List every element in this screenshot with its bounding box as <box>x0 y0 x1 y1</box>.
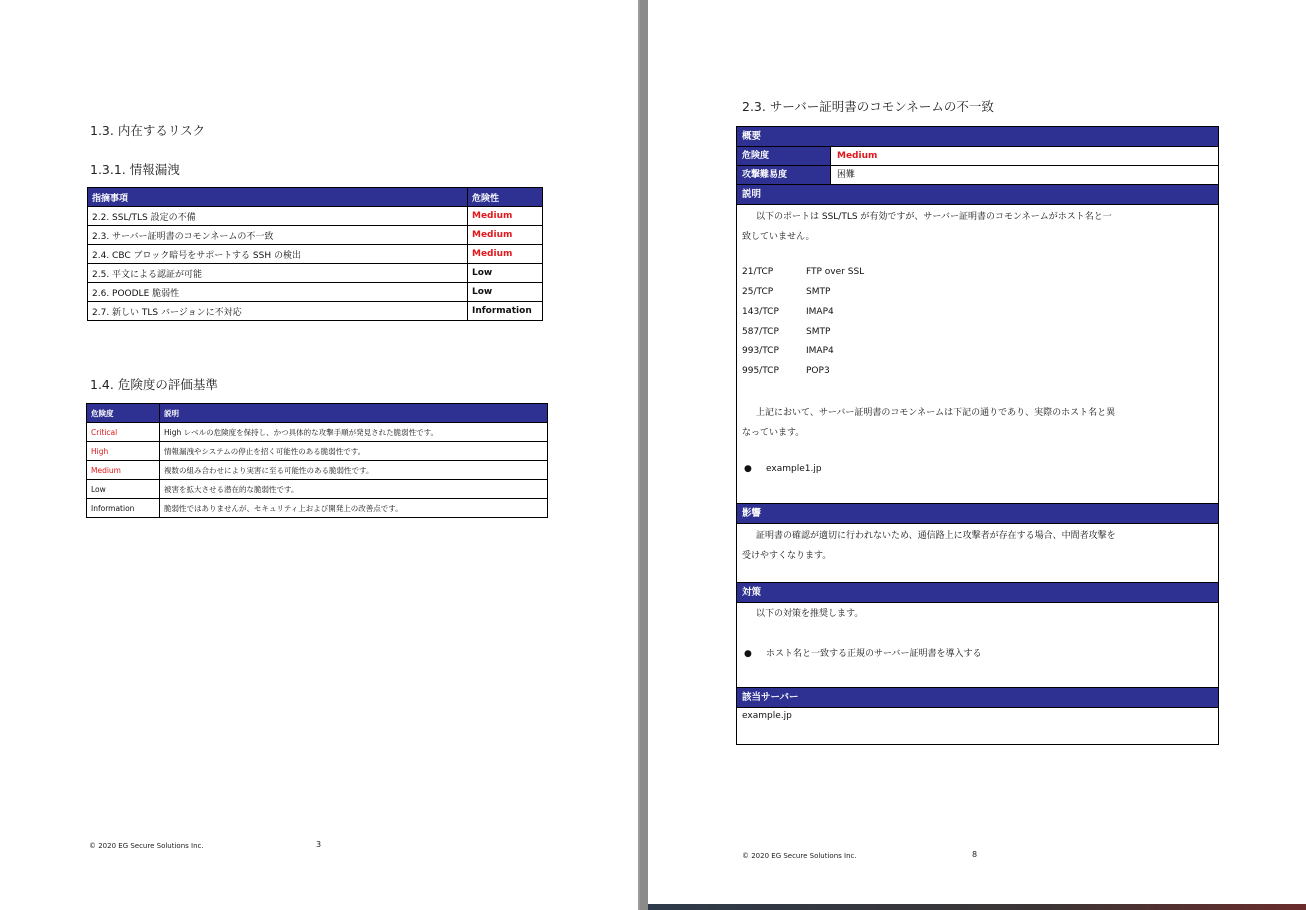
countermeasure-item: ホスト名と一致する正規のサーバー証明書を導入する <box>766 649 982 659</box>
countermeasure-header: 対策 <box>737 583 1218 603</box>
description-text: 上記において、サーバー証明書のコモンネームは下記の通りであり、実際のホスト名と異 <box>756 408 1116 418</box>
finding-item: 2.7. 新しい TLS バージョンに不対応 <box>88 302 468 321</box>
finding-level: Medium <box>468 226 543 245</box>
port-service: IMAP4 <box>806 307 834 317</box>
finding-level: Medium <box>468 207 543 226</box>
finding-level: Low <box>468 264 543 283</box>
bullet-icon: ● <box>744 649 752 659</box>
finding-item: 2.5. 平文による認証が可能 <box>88 264 468 283</box>
table-row <box>88 302 543 321</box>
common-name: example1.jp <box>766 464 822 474</box>
difficulty-value: 困難 <box>837 170 856 180</box>
column-header: 危険性 <box>468 188 543 207</box>
criteria-description: 被害を拡大させる潜在的な脆弱性です。 <box>160 480 548 499</box>
footer-copyright: © 2020 EG Secure Solutions Inc. <box>89 842 204 850</box>
table-row <box>88 207 543 226</box>
table-row <box>87 499 548 518</box>
page-number: 8 <box>972 850 978 859</box>
port-service: POP3 <box>806 366 830 376</box>
server-header: 該当サーバー <box>737 688 1218 708</box>
criteria-level: Low <box>87 480 160 499</box>
criteria-description: 脆弱性ではありませんが、セキュリティ上および開発上の改善点です。 <box>160 499 548 518</box>
impact-text: 証明書の確認が適切に行われないため、通信路上に攻撃者が存在する場合、中間者攻撃を <box>756 531 1116 541</box>
column-header: 説明 <box>160 404 548 423</box>
risk-row <box>737 147 1218 166</box>
section-title: 1.3. 内在するリスク <box>90 123 206 138</box>
port-number: 993/TCP <box>742 346 779 356</box>
impact-header: 影響 <box>737 504 1218 524</box>
port-service: SMTP <box>806 327 831 337</box>
port-number: 143/TCP <box>742 307 779 317</box>
table-row <box>88 226 543 245</box>
criteria-description: High レベルの危険度を保持し、かつ具体的な攻撃手順が発見された脆弱性です。 <box>160 423 548 442</box>
impact-text: 受けやすくなります。 <box>742 551 832 561</box>
finding-item: 2.3. サーバー証明書のコモンネームの不一致 <box>88 226 468 245</box>
bullet-icon: ● <box>744 464 752 474</box>
table-row <box>87 461 548 480</box>
server-body <box>737 708 1218 745</box>
table-header-row <box>88 188 543 207</box>
port-service: SMTP <box>806 287 831 297</box>
table-row <box>87 423 548 442</box>
difficulty-row <box>737 166 1218 185</box>
port-service: IMAP4 <box>806 346 834 356</box>
finding-title: 2.3. サーバー証明書のコモンネームの不一致 <box>742 99 994 114</box>
countermeasure-body <box>737 603 1218 688</box>
findings-table <box>87 187 543 321</box>
port-number: 587/TCP <box>742 327 779 337</box>
criteria-level: Information <box>87 499 160 518</box>
countermeasure-text: 以下の対策を推奨します。 <box>756 609 864 619</box>
table-row <box>88 245 543 264</box>
finding-level: Information <box>468 302 543 321</box>
table-row <box>88 283 543 302</box>
port-number: 25/TCP <box>742 287 774 297</box>
criteria-level: Medium <box>87 461 160 480</box>
overview-header: 概要 <box>737 126 1218 147</box>
port-row <box>742 346 834 356</box>
table-header-row <box>87 404 548 423</box>
difficulty-label: 攻撃難易度 <box>737 166 831 184</box>
port-row <box>742 327 830 337</box>
criteria-table <box>86 403 548 518</box>
description-header: 説明 <box>737 185 1218 205</box>
finding-level: Low <box>468 283 543 302</box>
criteria-level: High <box>87 442 160 461</box>
port-row <box>742 366 830 376</box>
port-row <box>742 287 830 297</box>
port-row <box>742 307 834 317</box>
finding-item: 2.2. SSL/TLS 設定の不備 <box>88 207 468 226</box>
port-number: 995/TCP <box>742 366 779 376</box>
page-number: 3 <box>316 840 322 849</box>
server-value: example.jp <box>742 711 792 721</box>
description-text: 致していません。 <box>742 232 815 242</box>
impact-body <box>737 524 1218 583</box>
finding-item: 2.4. CBC ブロック暗号をサポートする SSH の検出 <box>88 245 468 264</box>
desktop-background-strip <box>648 904 1306 910</box>
port-number: 21/TCP <box>742 267 774 277</box>
column-header: 指摘事項 <box>88 188 468 207</box>
risk-label: 危険度 <box>737 147 831 165</box>
description-body <box>737 205 1218 504</box>
document-page-left <box>0 0 640 910</box>
table-row <box>87 442 548 461</box>
subsection-title: 1.3.1. 情報漏洩 <box>90 162 180 177</box>
list-item <box>744 464 822 474</box>
table-row <box>88 264 543 283</box>
criteria-level: Critical <box>87 423 160 442</box>
footer-copyright: © 2020 EG Secure Solutions Inc. <box>742 852 857 860</box>
finding-level: Medium <box>468 245 543 264</box>
description-text: なっています。 <box>742 428 805 438</box>
port-service: FTP over SSL <box>806 267 865 277</box>
criteria-description: 情報漏洩やシステムの停止を招く可能性のある脆弱性です。 <box>160 442 548 461</box>
risk-value: Medium <box>837 151 878 161</box>
finding-item: 2.6. POODLE 脆弱性 <box>88 283 468 302</box>
column-header: 危険度 <box>87 404 160 423</box>
list-item <box>744 646 982 659</box>
finding-detail-table <box>736 126 1219 745</box>
table-row <box>87 480 548 499</box>
criteria-description: 複数の組み合わせにより実害に至る可能性のある脆弱性です。 <box>160 461 548 480</box>
port-row <box>742 267 864 277</box>
criteria-title: 1.4. 危険度の評価基準 <box>90 377 218 392</box>
description-text: 以下のポートは SSL/TLS が有効ですが、サーバー証明書のコモンネームがホスト名と一 <box>756 212 1112 222</box>
